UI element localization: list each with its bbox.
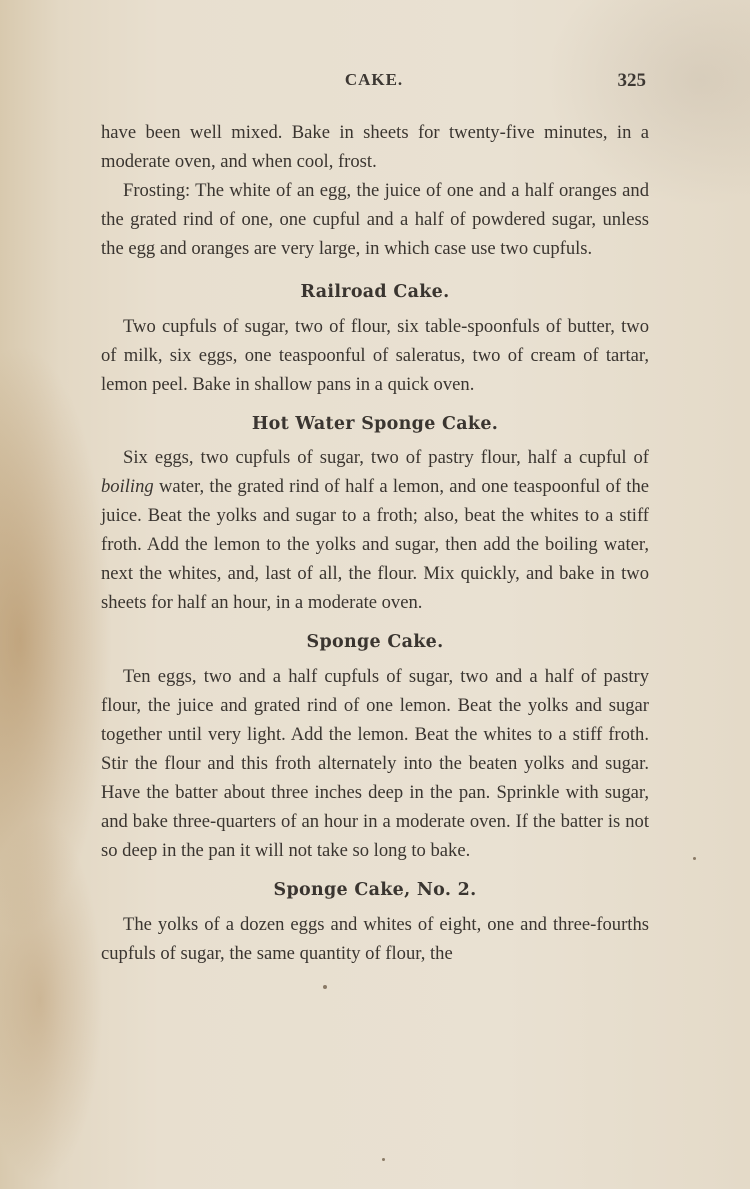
- recipe-body-hot-water-part-1: Six eggs, two cupfuls of sugar, two of pastry flour, half a cupful of: [123, 447, 649, 468]
- page-header: [100, 70, 648, 98]
- running-head: CAKE.: [344, 70, 404, 89]
- recipe-body-sponge-cake: Ten eggs, two and a half cupfuls of sugar, two and a half of pastry flour, the juice and grated rind of one lemon. Beat the yolks and sugar together until very light. Add the lemon. Beat the whites to a stiff froth. Stir the flour and this froth alternately into the beaten yolks and sugar. Have the batter about three inches deep in the pan. Sprinkle with sugar, and bake three-quarters of an hour in a moderate oven. If the batter is not so deep in the pan it will not take so long to bake.: [101, 666, 649, 861]
- recipe-title-railroad-cake: Railroad Cake.: [300, 282, 450, 302]
- recipe-title-sponge-cake: Sponge Cake.: [306, 632, 444, 652]
- frosting-paragraph: Frosting: The white of an egg, the juice of one and a half oranges and the grated rind of one, one cupful and a half of powdered sugar, unless the egg and oranges are very large, in which case use two cupfuls.: [101, 180, 649, 259]
- recipe-title-sponge-cake-no-2: Sponge Cake, No. 2.: [273, 880, 477, 900]
- recipe-body-hot-water-italic: boiling: [101, 476, 154, 497]
- recipe-title-hot-water-sponge-cake: Hot Water Sponge Cake.: [251, 414, 499, 434]
- paper-speck: [693, 857, 696, 860]
- recipe-body-hot-water-part-2: water, the grated rind of half a lemon, and one teaspoonful of the juice. Beat the yolks and sugar to a froth; also, beat the whites to a stiff froth. Add the lemon to the yolks and sugar, then add the boiling water, next the whites, and, last of all, the flour. Mix quickly, and bake in two sheets for half an hour, in a moderate oven.: [101, 476, 649, 613]
- recipe-body-railroad-cake: Two cupfuls of sugar, two of flour, six table-spoonfuls of butter, two of milk, six eggs, one teaspoonful of saleratus, two of cream of tartar, lemon peel. Bake in shallow pans in a quick oven.: [101, 316, 649, 395]
- paper-speck: [382, 1158, 385, 1161]
- page-number: 325: [617, 70, 646, 91]
- recipe-body-sponge-cake-no-2: The yolks of a dozen eggs and whites of eight, one and three-fourths cupfuls of sugar, the same quantity of flour, the: [101, 914, 649, 964]
- recipe-body-hot-water-sponge-cake: [101, 443, 649, 617]
- page-body: [101, 118, 649, 968]
- paper-speck: [323, 985, 327, 989]
- continuation-paragraph: have been well mixed. Bake in sheets for twenty-five minutes, in a moderate oven, and when cool, frost.: [101, 122, 649, 172]
